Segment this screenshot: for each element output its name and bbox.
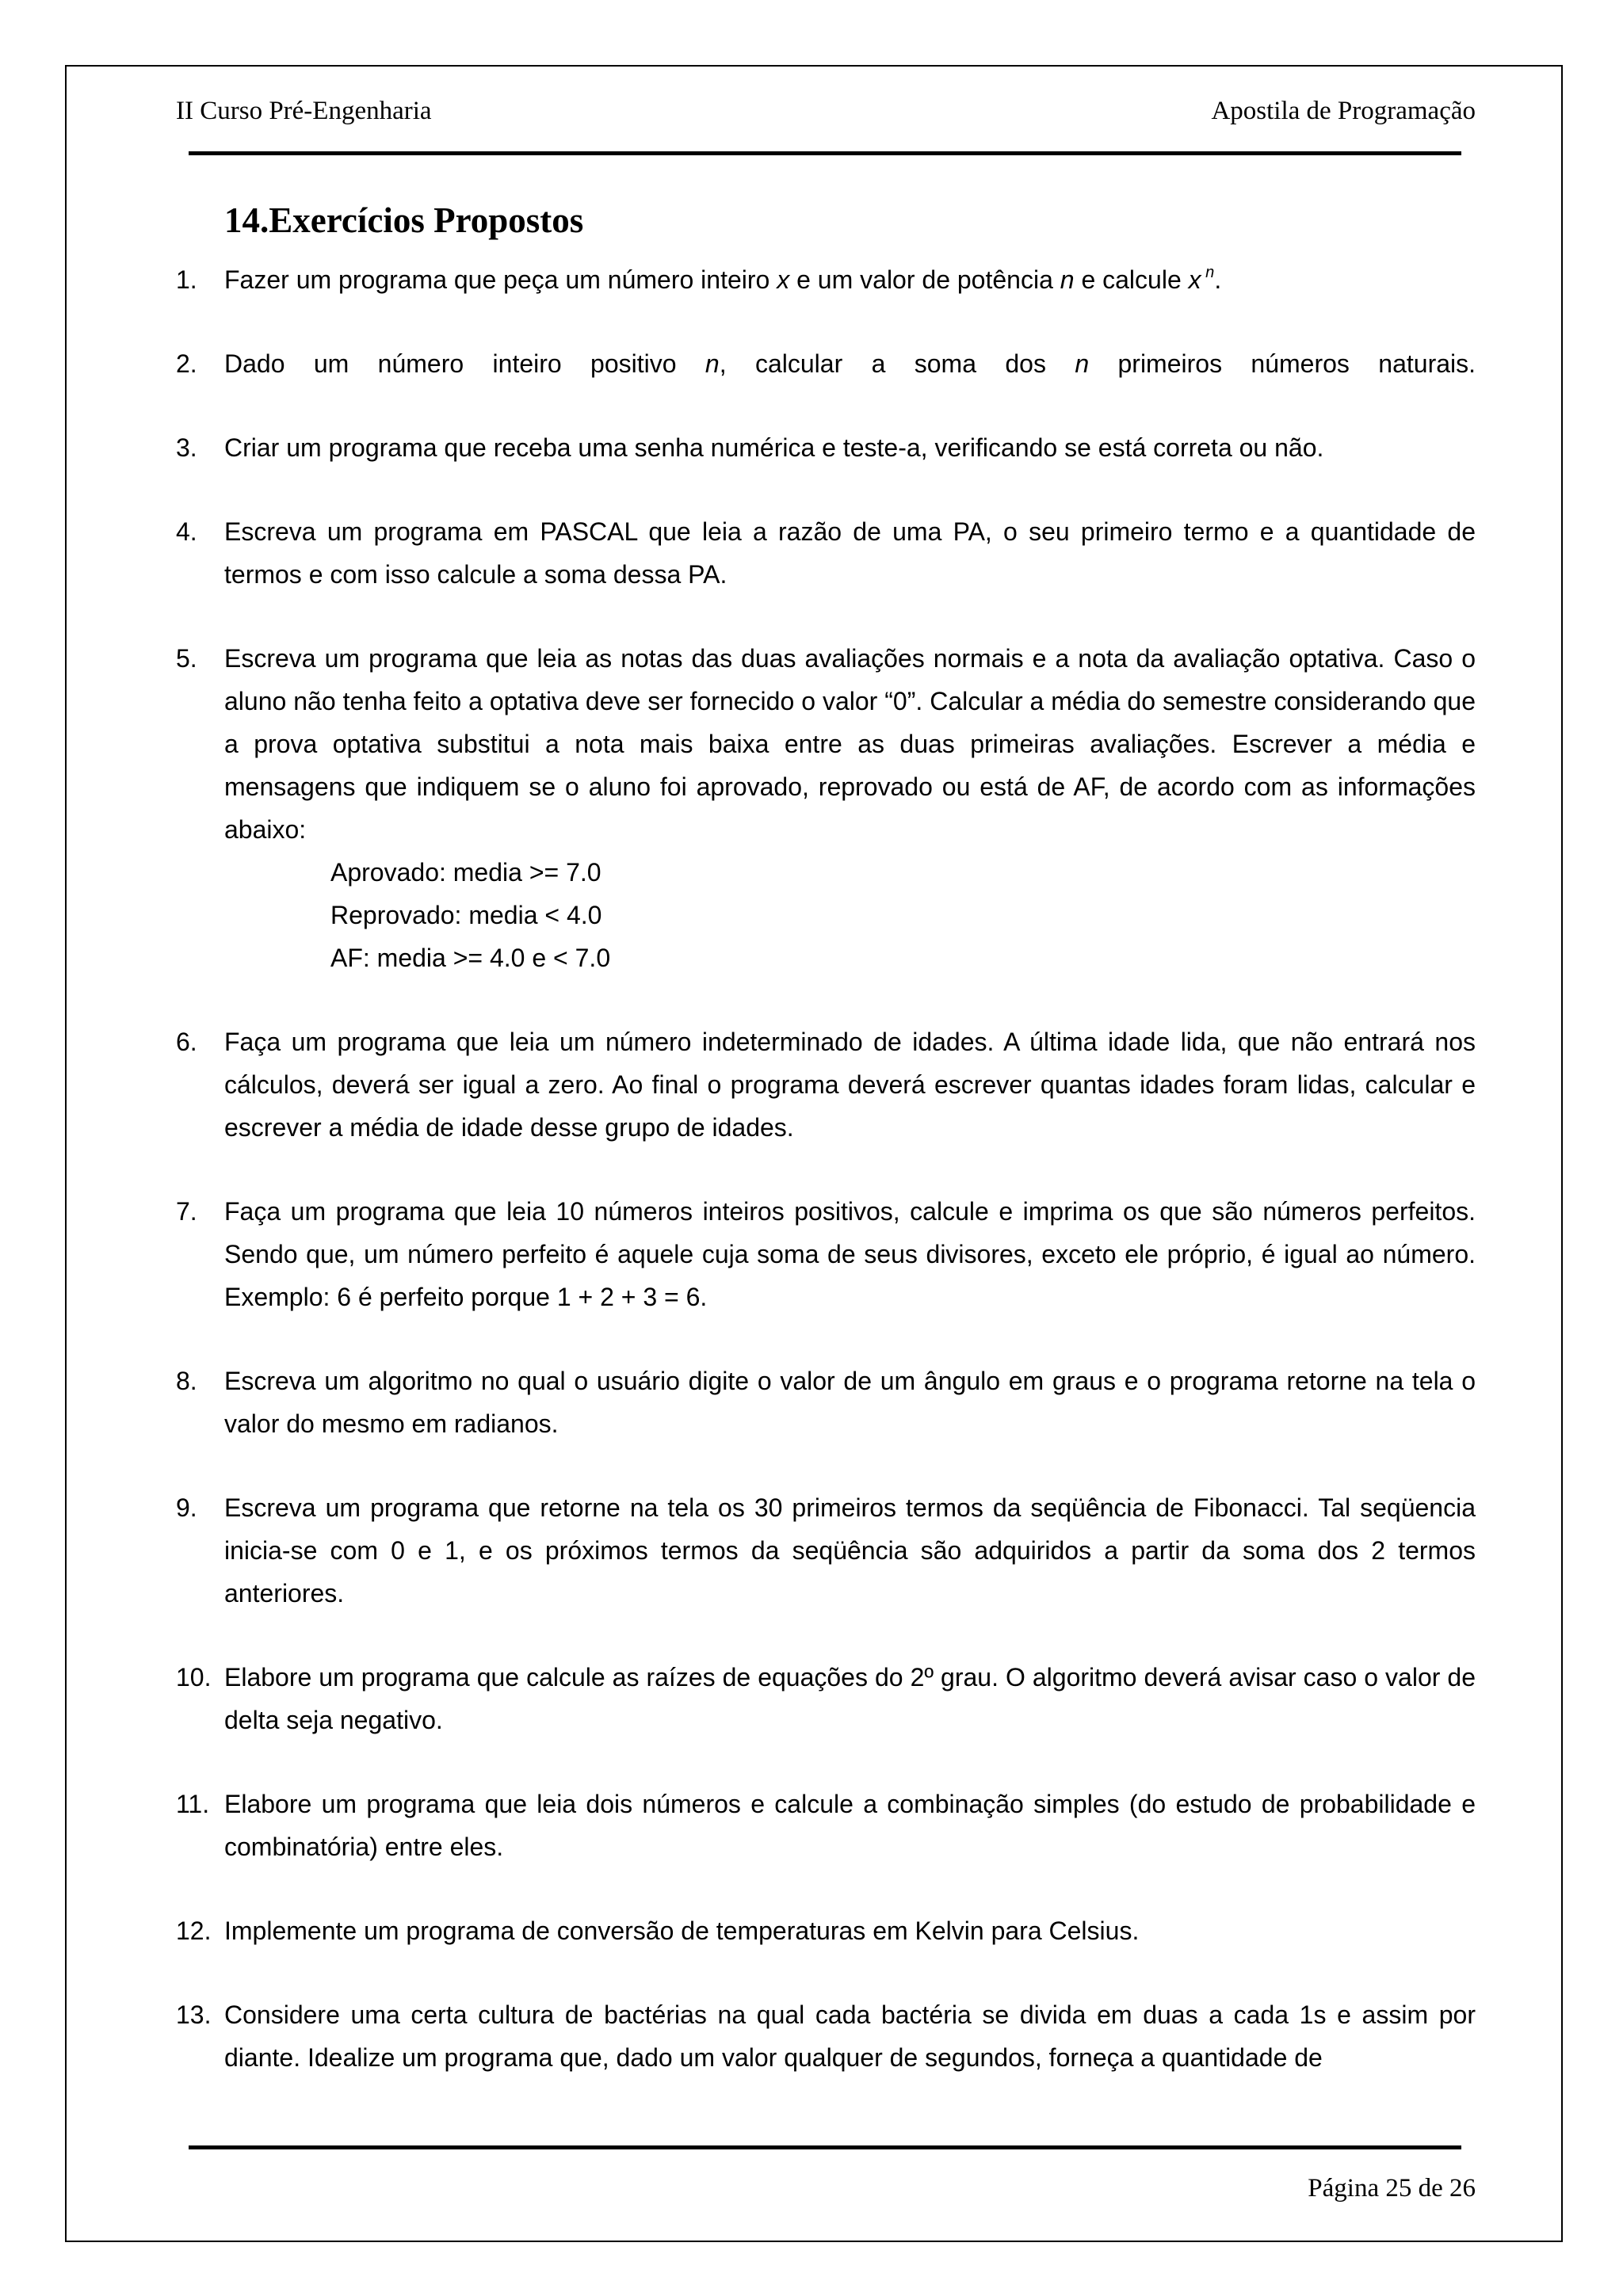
exercise-item xyxy=(176,1486,1476,1615)
exercise-number: 12. xyxy=(176,1917,212,1945)
exercise-text: Implemente um programa de conversão de temperaturas em Kelvin para Celsius. xyxy=(224,1917,1140,1945)
exercise-text: Escreva um programa que retorne na tela os 30 primeiros termos da seqüência de Fibonacci. Tal seqüencia inicia-se com 0 e 1, e os próximos termos da seqüência são adquiridos a partir da soma dos 2 termos anteriores. xyxy=(224,1493,1476,1608)
grade-rule-line: Aprovado: media >= 7.0 xyxy=(330,858,601,887)
exercise-list xyxy=(176,258,1476,2120)
exercise-text: Considere uma certa cultura de bactérias na qual cada bactéria se divida em duas a cada 1s e assim por diante. Idealize um programa que, dado um valor qualquer de segundos, forneça a quantidade de xyxy=(224,2000,1476,2072)
exercise-text: Faça um programa que leia 10 números inteiros positivos, calcule e imprima os que são números perfeitos. Sendo que, um número perfeito é aquele cuja soma de seus divisores, exceto ele próprio, é igual ao número. Exemplo: 6 é perfeito porque 1 + 2 + 3 = 6. xyxy=(224,1197,1476,1311)
exercise-item xyxy=(176,342,1476,385)
grade-rule-line: Reprovado: media < 4.0 xyxy=(330,901,602,929)
exercise-item xyxy=(176,1656,1476,1741)
exercise-item xyxy=(176,258,1476,301)
exercise-text: Faça um programa que leia um número indeterminado de idades. A última idade lida, que não entrará nos cálculos, deverá ser igual a zero. Ao final o programa deverá escrever quantas idades foram lidas, calcular e escrever a média de idade desse grupo de idades. xyxy=(224,1028,1476,1142)
exercise-number: 8. xyxy=(176,1367,197,1395)
page-number: Página 25 de 26 xyxy=(1308,2174,1476,2203)
exercise-number: 6. xyxy=(176,1028,197,1056)
exercise-number: 1. xyxy=(176,265,197,294)
exercise-number: 2. xyxy=(176,349,197,378)
exercise-text: Escreva um programa em PASCAL que leia a razão de uma PA, o seu primeiro termo e a quantidade de termos e com isso calcule a soma dessa PA. xyxy=(224,517,1476,589)
exercise-item xyxy=(176,426,1476,469)
exercise-number: 5. xyxy=(176,644,197,673)
grade-rule-line: AF: media >= 4.0 e < 7.0 xyxy=(330,944,611,972)
exercise-number: 11. xyxy=(176,1790,210,1818)
exercise-item xyxy=(176,1993,1476,2079)
exercise-text: Escreva um programa que leia as notas das duas avaliações normais e a nota da avaliação optativa. Caso o aluno não tenha feito a optativa deve ser fornecido o valor “0”. Calcular a média do semestre considerando que a prova optativa substitui a nota mais baixa entre as duas primeiras avaliações. Escrever a média e mensagens que indiquem se o aluno foi aprovado, reprovado ou está de AF, de acordo com as informações abaixo: xyxy=(224,644,1476,844)
exercise-item xyxy=(176,637,1476,979)
exercise-item xyxy=(176,1909,1476,1952)
exercise-item xyxy=(176,1360,1476,1445)
exercise-text: Criar um programa que receba uma senha numérica e teste-a, verificando se está correta ou não. xyxy=(224,433,1324,462)
exercise-item xyxy=(176,1020,1476,1149)
header-document-title: Apostila de Programação xyxy=(1211,97,1476,125)
section-title: 14.Exercícios Propostos xyxy=(224,200,584,240)
exercise-number: 3. xyxy=(176,433,197,462)
exercise-item xyxy=(176,510,1476,596)
exercise-text: Elabore um programa que calcule as raízes de equações do 2º grau. O algoritmo deverá avisar caso o valor de delta seja negativo. xyxy=(224,1663,1476,1734)
exercise-text: Elabore um programa que leia dois números e calcule a combinação simples (do estudo de probabilidade e combinatória) entre eles. xyxy=(224,1790,1476,1861)
header-course-title: II Curso Pré-Engenharia xyxy=(176,97,432,125)
exercise-number: 9. xyxy=(176,1493,197,1522)
exercise-number: 4. xyxy=(176,517,197,546)
header-rule xyxy=(189,151,1461,155)
footer-rule xyxy=(189,2145,1461,2149)
exercise-item xyxy=(176,1190,1476,1318)
exercise-number: 7. xyxy=(176,1197,197,1226)
exercise-number: 10. xyxy=(176,1663,212,1691)
exercise-text: Escreva um algoritmo no qual o usuário digite o valor de um ângulo em graus e o programa retorne na tela o valor do mesmo em radianos. xyxy=(224,1367,1476,1438)
exercise-item xyxy=(176,1783,1476,1868)
exercise-text: Fazer um programa que peça um número inteiro x e um valor de potência n e calcule x $^n$. xyxy=(224,264,1222,294)
exercise-text: Dado um número inteiro positivo n, calcular a soma dos n primeiros números naturais. xyxy=(224,349,1476,378)
exercise-number: 13. xyxy=(176,2000,212,2029)
